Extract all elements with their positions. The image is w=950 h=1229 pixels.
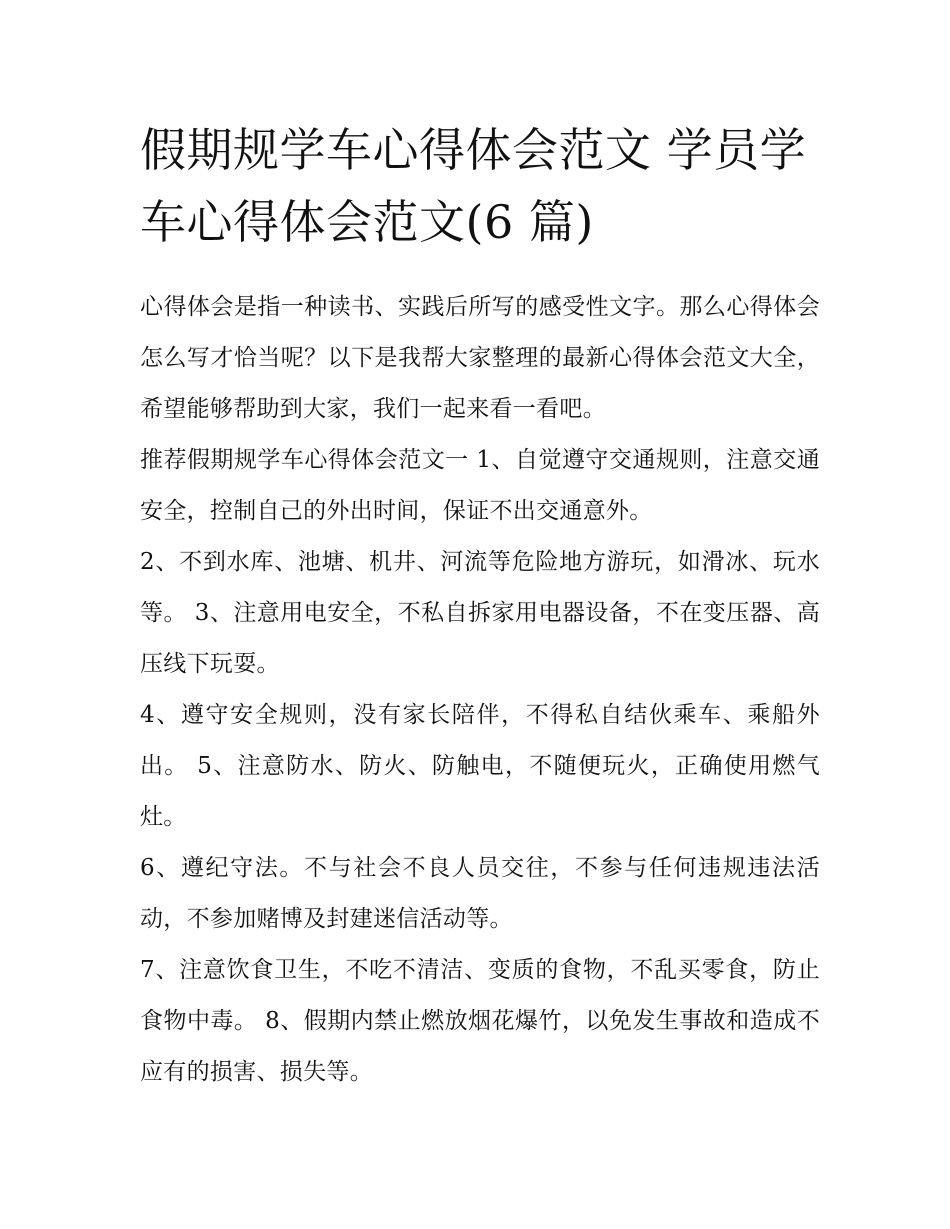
paragraph-rule-6: 6、遵纪守法。不与社会不良人员交往，不参与任何违规违法活动，不参加赌博及封建迷信活动等。 bbox=[140, 855, 820, 932]
paragraph-intro: 心得体会是指一种读书、实践后所写的感受性文字。那么心得体会怎么写才恰当呢？以下是我帮大家整理的最新心得体会范文大全，希望能够帮助到大家，我们一起来看一看吧。 bbox=[140, 294, 820, 422]
paragraph-rule-1: 推荐假期规学车心得体会范文一 1、自觉遵守交通规则，注意交通安全，控制自己的外出时间，保证不出交通意外。 bbox=[140, 447, 820, 524]
paragraph-rules-4-5: 4、遵守安全规则，没有家长陪伴，不得私自结伙乘车、乘船外出。 5、注意防水、防火、防触电，不随便玩火，正确使用燃气灶。 bbox=[140, 702, 820, 830]
paragraph-rules-7-8: 7、注意饮食卫生，不吃不清洁、变质的食物，不乱买零食，防止食物中毒。 8、假期内禁止燃放烟花爆竹，以免发生事故和造成不应有的损害、损失等。 bbox=[140, 957, 820, 1085]
document-page bbox=[140, 114, 820, 1098]
document-title: 假期规学车心得体会范文 学员学车心得体会范文(6 篇) bbox=[140, 123, 807, 249]
document-body bbox=[140, 282, 820, 1098]
paragraph-rules-2-3: 2、不到水库、池塘、机井、河流等危险地方游玩，如滑冰、玩水等。 3、注意用电安全，不私自拆家用电器设备，不在变压器、高压线下玩耍。 bbox=[140, 549, 820, 677]
